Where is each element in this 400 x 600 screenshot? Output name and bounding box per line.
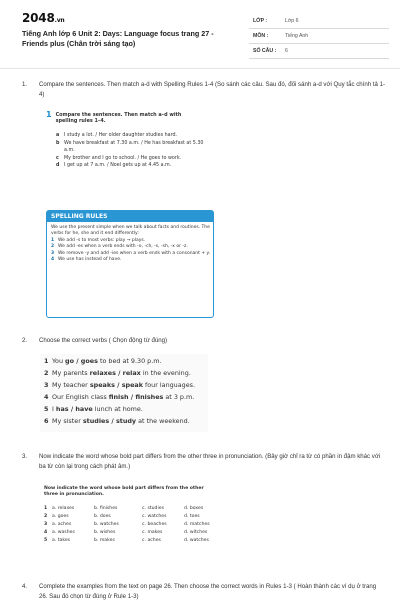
- row-text: lunch at home.: [92, 405, 143, 413]
- row-text: at the weekend.: [136, 417, 190, 425]
- exercise-instruction: [46, 112, 211, 124]
- exercise-row: [44, 417, 190, 425]
- row-text: I: [52, 405, 56, 413]
- item-letter: c: [56, 155, 59, 161]
- rule-number: 3: [51, 250, 55, 256]
- spelling-rules-title: SPELLING RULES: [47, 211, 213, 222]
- row-number: 3: [44, 381, 49, 389]
- question-number: 1.: [22, 81, 28, 88]
- question-text: Now indicate the word whose bold part differs from the other three in pronunciation. (Bây giờ chỉ ra từ có phần in đậm khác với ba từ còn lại trong cách phát âm.): [39, 453, 381, 470]
- option-c: c. makes: [142, 530, 163, 535]
- option-d: d. matches: [184, 522, 210, 527]
- site-logo[interactable]: [22, 11, 64, 25]
- list-item: [56, 140, 214, 155]
- row-text: four languages.: [142, 381, 195, 389]
- row-number: 4: [44, 393, 49, 401]
- option-d: d. boxes: [184, 506, 204, 511]
- verb-choice: finish / finishes: [108, 393, 164, 401]
- option-a: a. takes: [52, 538, 71, 543]
- row-text: Our English class: [52, 393, 109, 401]
- row-number: 1: [44, 506, 48, 511]
- question-number: 2.: [22, 337, 28, 344]
- option-a: a. washes: [52, 530, 75, 535]
- row-number: 3: [44, 522, 48, 527]
- row-number: 2: [44, 514, 48, 519]
- option-c: c. studies: [142, 506, 164, 511]
- meta-table: [249, 14, 389, 59]
- meta-row-class: [249, 14, 389, 29]
- rule-number: 1: [51, 237, 55, 243]
- meta-label: SỐ CÂU :: [253, 48, 277, 54]
- row-number: 1: [44, 357, 49, 365]
- option-b: b. makes: [94, 538, 115, 543]
- meta-value: Lớp 6: [285, 18, 299, 24]
- header-divider: [0, 68, 400, 69]
- rule-text: We remove -y and add -ies when a verb ends with a consonant + y.: [58, 250, 211, 256]
- row-text: in the evening.: [140, 369, 191, 377]
- question-number: 3.: [22, 453, 28, 460]
- document-title: Tiếng Anh lớp 6 Unit 2: Days: Language focus trang 27 - Friends plus (Chân trời sáng tạo): [22, 29, 214, 48]
- item-letter: a: [56, 133, 60, 138]
- question-1-image: [44, 108, 214, 320]
- row-text: My parents: [52, 369, 90, 377]
- option-a: a. goes: [52, 514, 69, 519]
- option-a: a. relaxes: [52, 506, 75, 511]
- exercise-row: [44, 393, 194, 401]
- rule-number: 4: [51, 257, 55, 263]
- exercise-instruction-text: Compare the sentences. Then match a–d with spelling rules 1–4.: [55, 112, 182, 125]
- option-a: a. aches: [52, 522, 72, 527]
- item-text: I study a lot. / Her older daughter studies hard.: [64, 133, 178, 138]
- page-header: [0, 0, 400, 66]
- verb-choice: studies / study: [82, 417, 137, 425]
- meta-value: Tiếng Anh: [285, 33, 309, 39]
- option-b: b. wishes: [94, 530, 116, 535]
- meta-value: 6: [285, 48, 288, 54]
- meta-row-count: [249, 44, 389, 59]
- question-text: Compare the sentences. Then match a-d with Spelling Rules 1-4 (So sánh các câu. Sau đó, đối sánh a-d với Quy tắc chính tả 1-4): [39, 81, 385, 98]
- verb-choice: has / have: [55, 405, 93, 413]
- meta-label: MÔN :: [253, 33, 269, 39]
- spelling-intro: We use the present simple when we talk about facts and routines. The verbs for he, she and it end differently:: [51, 225, 210, 237]
- row-text: My sister: [52, 417, 83, 425]
- row-text: My teacher: [52, 381, 90, 389]
- exercise-row: [44, 405, 143, 413]
- logo-main: 2048: [22, 11, 55, 25]
- rule-text: We use has instead of have.: [58, 257, 122, 263]
- question-3-image: [40, 482, 230, 554]
- option-c: c. aches: [142, 538, 161, 543]
- question-2-image: [40, 354, 208, 432]
- option-b: b. does: [94, 514, 111, 519]
- list-item: [56, 162, 214, 170]
- spelling-rule: [51, 257, 211, 263]
- item-text: We have breakfast at 7.30 a.m. / He has breakfast at 5.30 a.m.: [64, 140, 204, 154]
- logo-suffix: .vn: [54, 17, 65, 24]
- exercise-instruction: Now indicate the word whose bold part differs from the other three in pronunciation.: [44, 486, 204, 498]
- row-number: 4: [44, 530, 48, 535]
- meta-label: LỚP :: [253, 18, 268, 24]
- row-text: at 3 p.m.: [163, 393, 195, 401]
- list-item: [56, 132, 214, 140]
- row-text: to bed at 9.30 p.m.: [97, 357, 162, 365]
- exercise-row: [44, 381, 195, 389]
- item-letter: b: [56, 140, 60, 146]
- item-text: I get up at 7 a.m. / Noel gets up at 4.45 a.m.: [64, 163, 172, 169]
- row-number: 5: [44, 538, 48, 543]
- option-b: b. watches: [94, 522, 119, 527]
- verb-choice: speaks / speak: [89, 381, 143, 389]
- rule-number: 2: [51, 244, 55, 250]
- exercise-row: [44, 357, 162, 365]
- item-text: My brother and I go to school. / He goes to work.: [64, 155, 182, 161]
- exercise-row: [44, 369, 191, 377]
- spelling-rules-box: [46, 210, 214, 318]
- option-b: b. finishes: [94, 506, 118, 511]
- list-item: [56, 155, 214, 163]
- verb-choice: relaxes / relax: [89, 369, 141, 377]
- question-number: 4.: [22, 583, 28, 590]
- option-d: d. witches: [184, 530, 208, 535]
- spelling-rules-body: [51, 225, 211, 263]
- row-text: You: [52, 357, 66, 365]
- row-number: 6: [44, 417, 49, 425]
- row-number: 5: [44, 405, 49, 413]
- option-c: c. beaches: [142, 522, 167, 527]
- rule-text: We add -es when a verb ends with -o, -ch, -s, -sh, -x or -z.: [58, 244, 188, 250]
- row-number: 2: [44, 369, 49, 377]
- meta-row-subject: [249, 29, 389, 44]
- option-c: c. watches: [142, 514, 167, 519]
- verb-choice: go / goes: [65, 357, 98, 365]
- rule-text: We add -s to most verbs: play → plays.: [58, 237, 146, 243]
- item-letter: d: [56, 163, 60, 169]
- question-text: Choose the correct verbs ( Chọn động từ đúng): [39, 337, 168, 344]
- option-d: d. watches: [184, 538, 209, 543]
- question-text: Complete the examples from the text on page 26. Then choose the correct words in Rules 1-3 ( Hoàn thành các ví dụ ở trang 26. Sau đó chọn từ đúng ở Rule 1-3): [39, 583, 377, 600]
- sentence-list: [56, 132, 214, 170]
- option-d: d. toes: [184, 514, 200, 519]
- exercise-badge: 1: [46, 110, 52, 119]
